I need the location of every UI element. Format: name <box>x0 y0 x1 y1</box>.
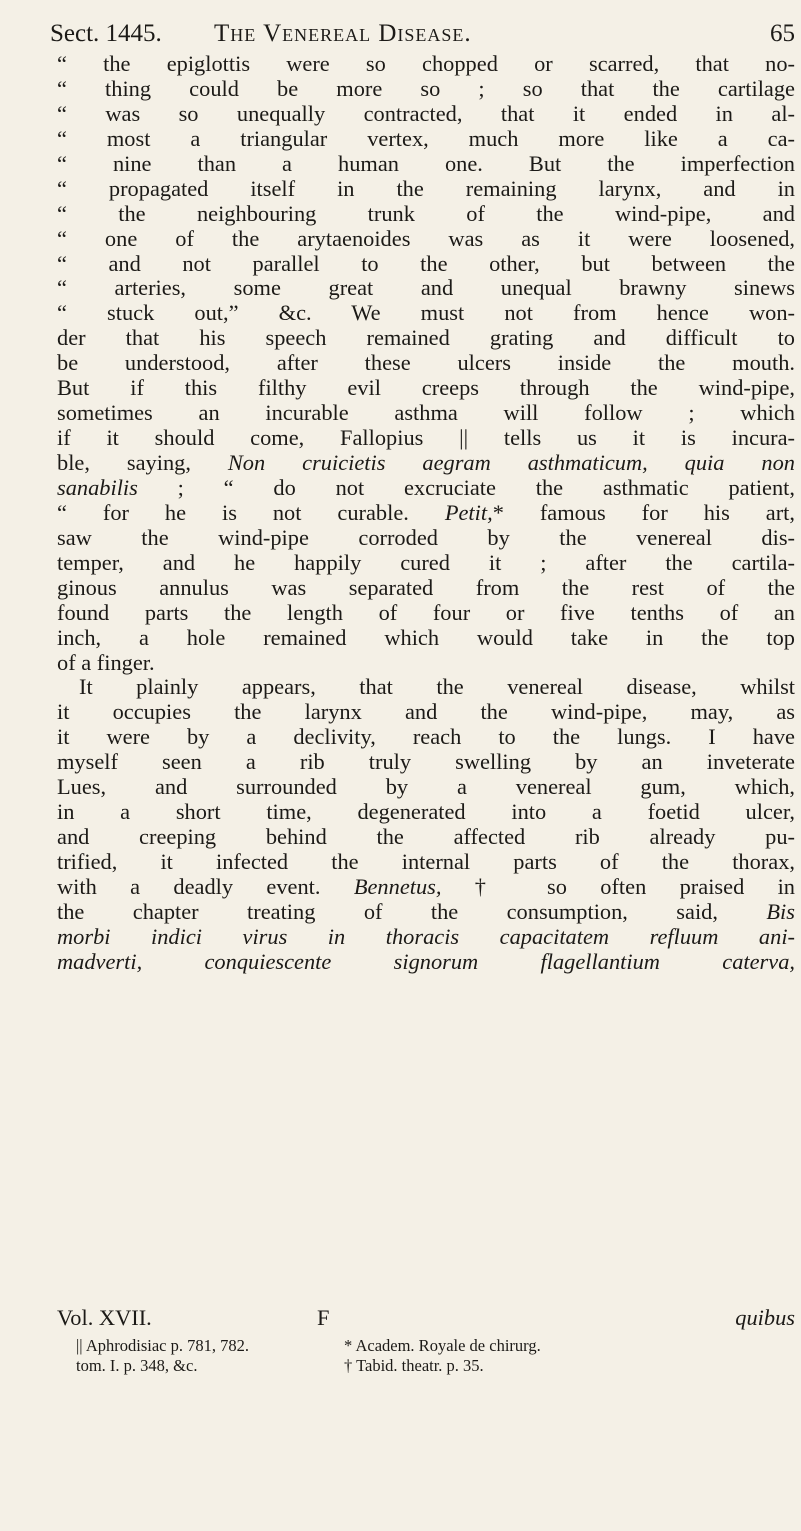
text-line: it were by a declivity, reach to the lungs. I have <box>57 724 795 750</box>
text-line: the chapter treating of the consumption, said, Bis <box>57 898 795 924</box>
text-line: temper, and he happily cured it ; after the cartila- <box>57 549 795 575</box>
text-line: “ and not parallel to the other, but between the <box>57 250 795 276</box>
text-line: madverti, conquiescente signorum flagellantium caterva, <box>57 948 795 974</box>
text-line: “ arteries, some great and unequal brawny sinews <box>57 275 795 301</box>
footnote: † Tabid. theatr. p. 35. <box>344 1356 484 1375</box>
footnote: tom. I. p. 348, &c. <box>76 1356 198 1375</box>
text-line: “ thing could be more so ; so that the cartilage <box>57 75 795 101</box>
text-line: “ for he is not curable. Petit,* famous for his art, <box>57 499 795 525</box>
section-number: Sect. 1445. <box>50 20 162 47</box>
running-header <box>50 14 795 54</box>
text-line: “ most a triangular vertex, much more like a ca- <box>57 125 795 151</box>
text-line: morbi indici virus in thoracis capacitatem refluum ani- <box>57 923 795 949</box>
text-line: It plainly appears, that the venereal disease, whilst <box>79 674 795 700</box>
text-line: “ the epiglottis were so chopped or scarred, that no- <box>57 51 795 76</box>
text-line: saw the wind-pipe corroded by the venereal dis- <box>57 524 795 550</box>
signature-mark: F <box>317 1305 330 1330</box>
body-text <box>57 52 795 975</box>
catchword: quibus <box>735 1305 795 1330</box>
text-line: sanabilis ; “ do not excruciate the asthmatic patient, <box>57 474 795 500</box>
text-line: if it should come, Fallopius || tells us it is incura- <box>57 425 795 451</box>
footnote-row <box>76 1336 795 1356</box>
text-line: myself seen a rib truly swelling by an inveterate <box>57 749 795 775</box>
text-line: “ the neighbouring trunk of the wind-pipe, and <box>57 200 795 226</box>
volume-label: Vol. XVII. <box>57 1305 152 1330</box>
text-line: Lues, and surrounded by a venereal gum, which, <box>57 774 795 800</box>
text-line: trified, it infected the internal parts of the thorax, <box>57 849 795 874</box>
text-line: “ nine than a human one. But the imperfection <box>57 150 795 176</box>
running-title: The Venereal Disease. <box>214 20 472 47</box>
text-line: it occupies the larynx and the wind-pipe, may, as <box>57 699 795 725</box>
text-line: der that his speech remained grating and difficult to <box>57 325 795 351</box>
text-line: in a short time, degenerated into a foetid ulcer, <box>57 799 795 825</box>
page-number: 65 <box>770 20 795 47</box>
text-line: But if this filthy evil creeps through the wind-pipe, <box>57 375 795 401</box>
footnote: || Aphrodisiac p. 781, 782. <box>76 1336 249 1355</box>
text-line: “ propagated itself in the remaining larynx, and in <box>57 175 795 201</box>
text-line: with a deadly event. Bennetus, † so often praised in <box>57 873 796 899</box>
text-line: “ was so unequally contracted, that it ended in al- <box>57 100 795 126</box>
text-line: “ stuck out,” &c. We must not from hence won- <box>57 300 795 326</box>
text-line: found parts the length of four or five tenths of an <box>57 599 795 625</box>
text-line: “ one of the arytaenoides was as it were loosened, <box>57 225 795 251</box>
text-line: ble, saying, Non cruicietis aegram asthmaticum, quia non <box>57 450 795 475</box>
footnotes <box>76 1336 795 1376</box>
footnote-row <box>76 1356 795 1376</box>
text-line: of a finger. <box>57 649 155 675</box>
text-line: be understood, after these ulcers inside the mouth. <box>57 350 795 376</box>
text-line: sometimes an incurable asthma will follow ; which <box>57 400 795 426</box>
text-line: ginous annulus was separated from the rest of the <box>57 574 795 600</box>
footnote: * Academ. Royale de chirurg. <box>344 1336 541 1355</box>
text-line: inch, a hole remained which would take in the top <box>57 624 795 650</box>
text-line: and creeping behind the affected rib already pu- <box>57 824 795 850</box>
signature-line <box>57 1305 795 1331</box>
